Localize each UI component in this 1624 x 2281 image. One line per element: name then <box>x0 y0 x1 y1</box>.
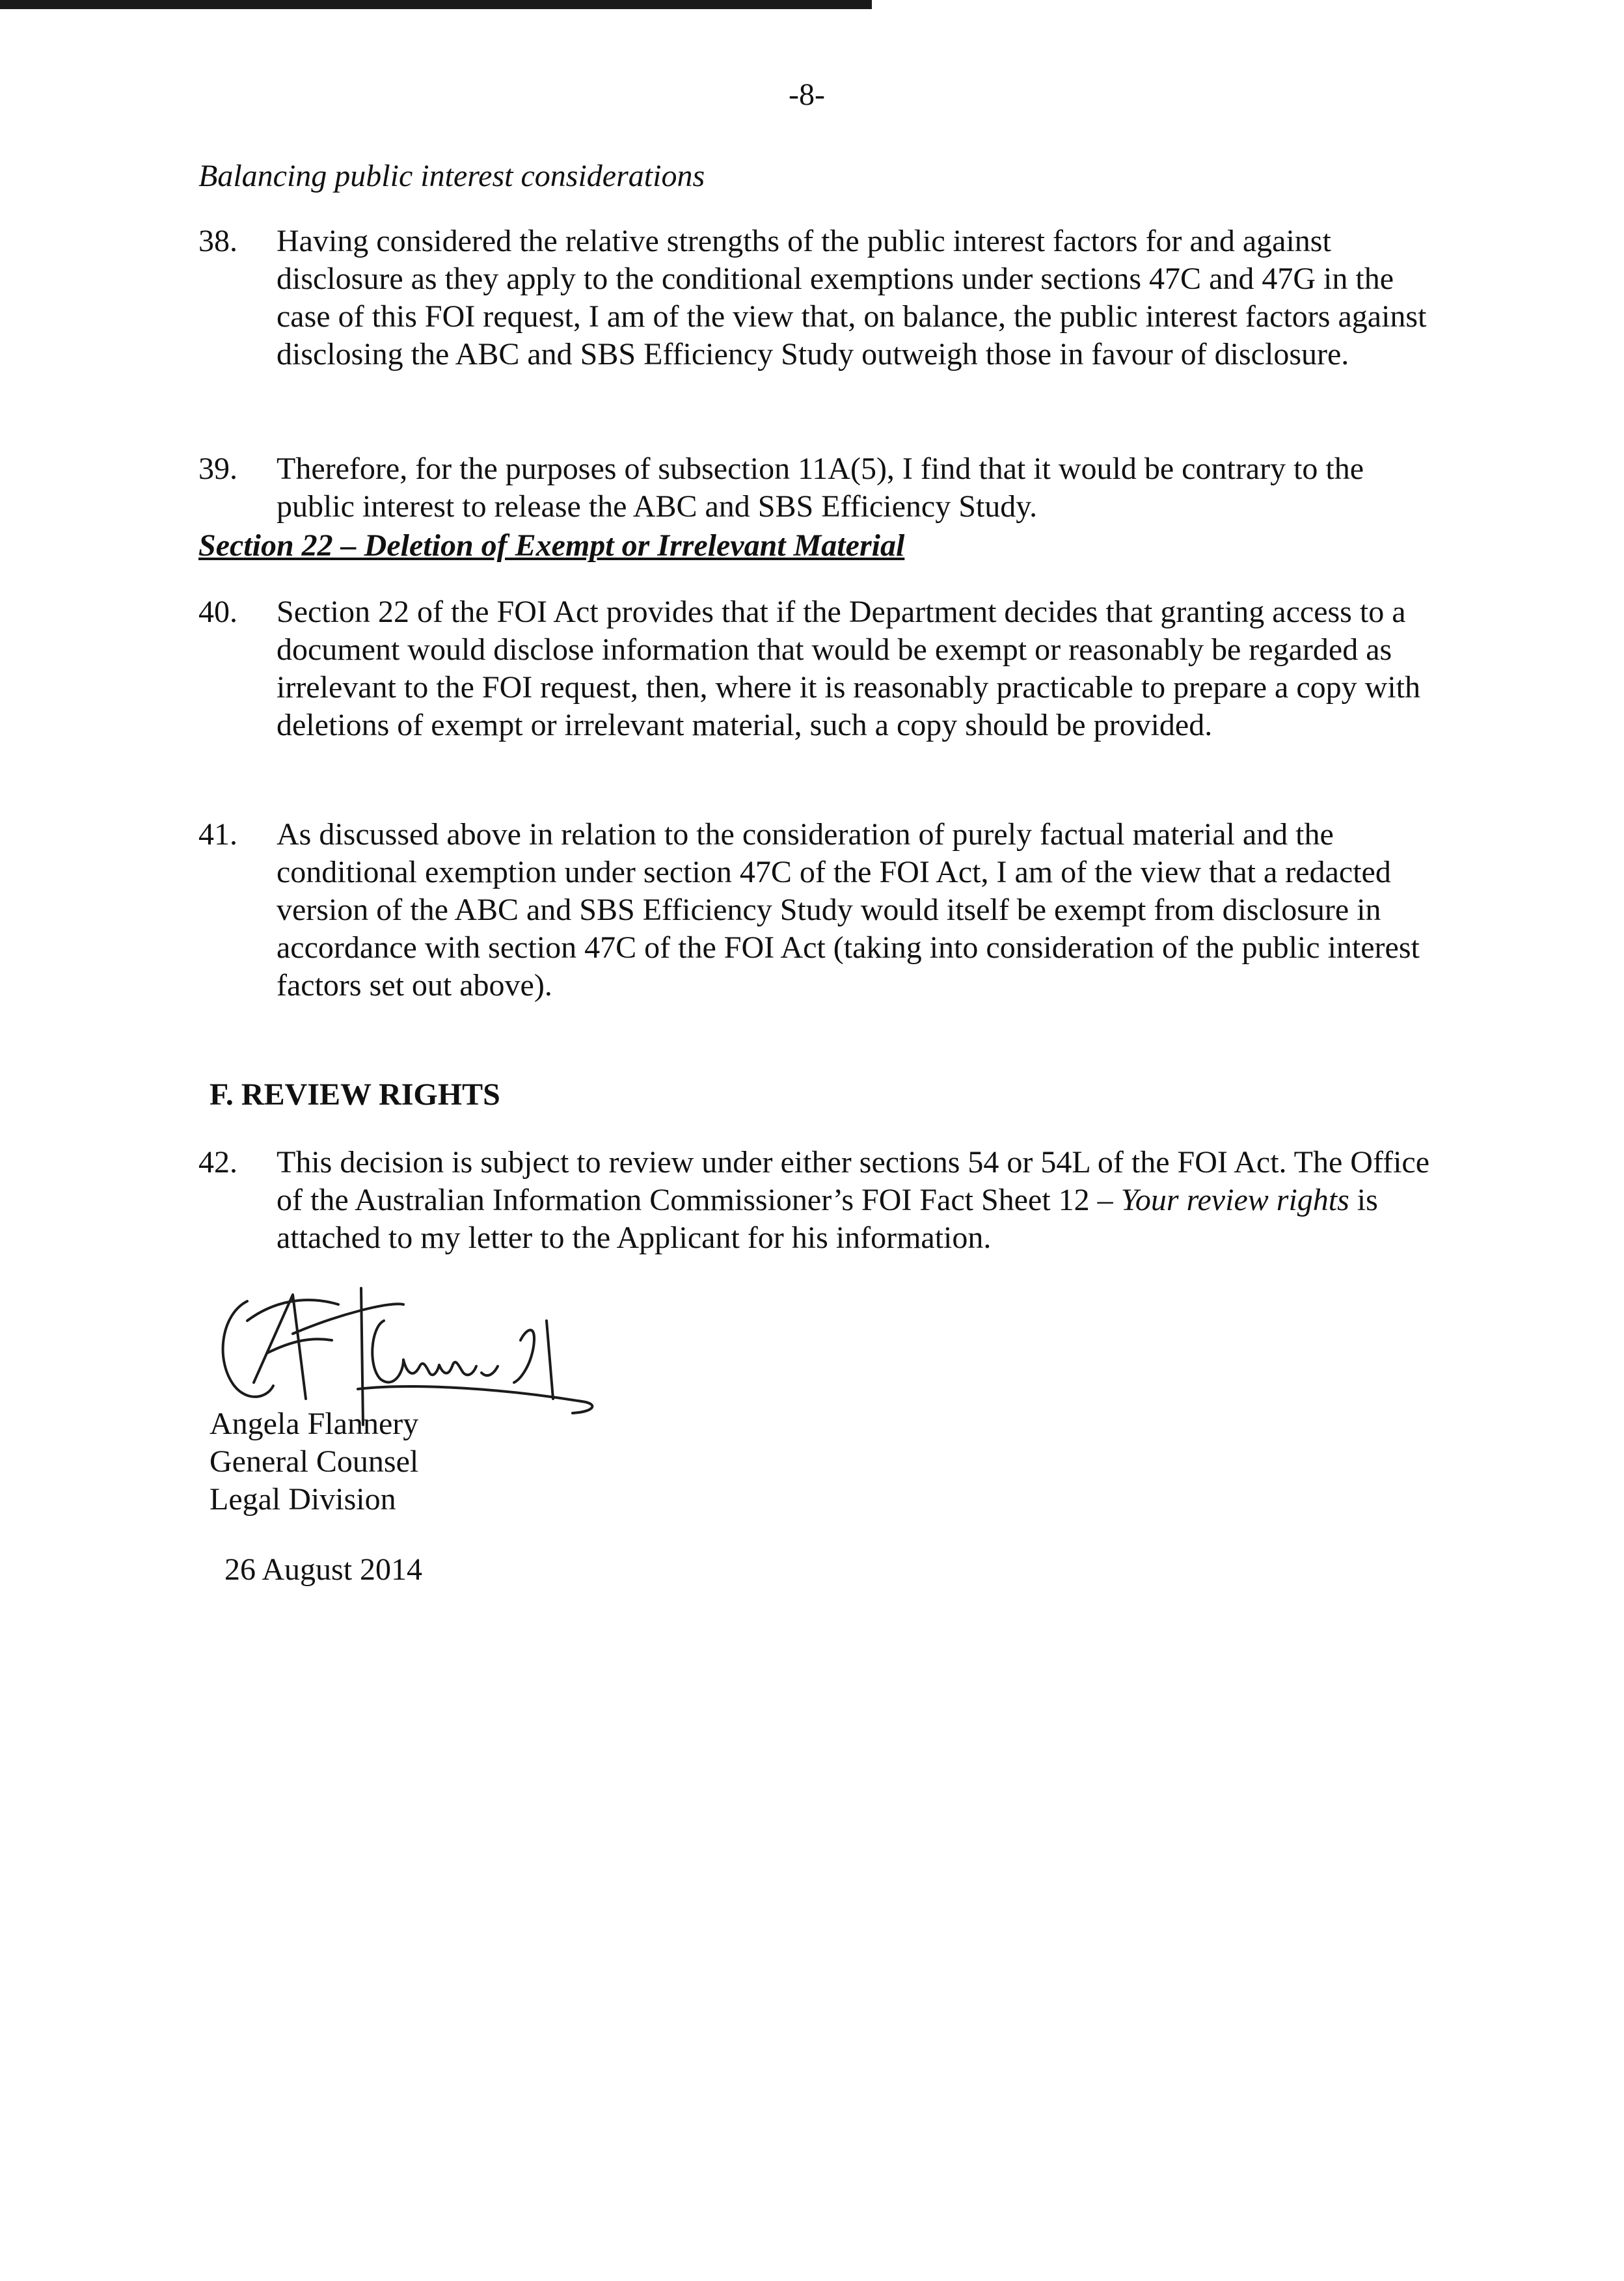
paragraph-number: 41. <box>198 817 237 852</box>
paragraph-text <box>277 1144 1435 1257</box>
paragraph-41 <box>198 816 1435 1011</box>
paragraph-text: As discussed above in relation to the consideration of purely factual material and the conditional exemption under section 47C of the FOI Act, I am of the view that a redacted version of the ABC and SBS Efficiency Study would itself be exempt from disclosure in accordance with section 47C of the FOI Act (taking into consideration of the public interest factors set out above). <box>277 817 1420 1003</box>
paragraph-number: 38. <box>198 224 237 258</box>
paragraph-text-part: This decision is subject to review under either sections 54 or 54L of the FOI Act. The Office of the Australian Information Commissioner’s FOI Fact Sheet 12 – <box>277 1145 1430 1217</box>
paragraph-text: Therefore, for the purposes of subsection 11A(5), I find that it would be contrary to the public interest to release the ABC and SBS Efficiency Study. <box>277 452 1364 524</box>
paragraph-text-part: is attached to my letter to the Applicant for his information. <box>277 1183 1378 1255</box>
scan-edge-bar <box>0 0 872 9</box>
paragraph-text: Having considered the relative strengths of the public interest factors for and against disclosure as they apply to the conditional exemptions under sections 47C and 47G in the case of this FOI request, I am of the view that, on balance, the public interest factors against disclosing the ABC and SBS Efficiency Study outweigh those in favour of disclosure. <box>277 224 1427 371</box>
signature-block <box>210 1405 418 1518</box>
paragraph-40 <box>198 593 1435 789</box>
paragraph-text: Section 22 of the FOI Act provides that if the Department decides that granting access to a document would disclose information that would be exempt or reasonably be regarded as irrelevant to the FOI request, then, where it is reasonably practicable to prepare a copy with deletions of exempt or irrelevant material, such a copy should be provided. <box>277 595 1420 742</box>
review-rights-heading: F. REVIEW RIGHTS <box>210 1077 500 1112</box>
signatory-name: Angela Flannery <box>210 1407 419 1441</box>
paragraph-number: 42. <box>198 1145 237 1180</box>
paragraph-39 <box>198 450 1435 528</box>
signatory-division: Legal Division <box>210 1482 396 1517</box>
fact-sheet-title: Your review rights <box>1120 1183 1349 1217</box>
paragraph-number: 40. <box>198 595 237 629</box>
subheading-balancing: Balancing public interest considerations <box>198 159 705 193</box>
paragraph-42 <box>198 1144 1435 1261</box>
paragraph-number: 39. <box>198 452 237 486</box>
signatory-title: General Counsel <box>210 1444 419 1479</box>
paragraph-38 <box>198 223 1435 418</box>
decision-date: 26 August 2014 <box>224 1552 423 1587</box>
page-number: -8- <box>789 77 825 112</box>
section-heading-deletion: Section 22 – Deletion of Exempt or Irrelevant Material <box>198 528 905 563</box>
